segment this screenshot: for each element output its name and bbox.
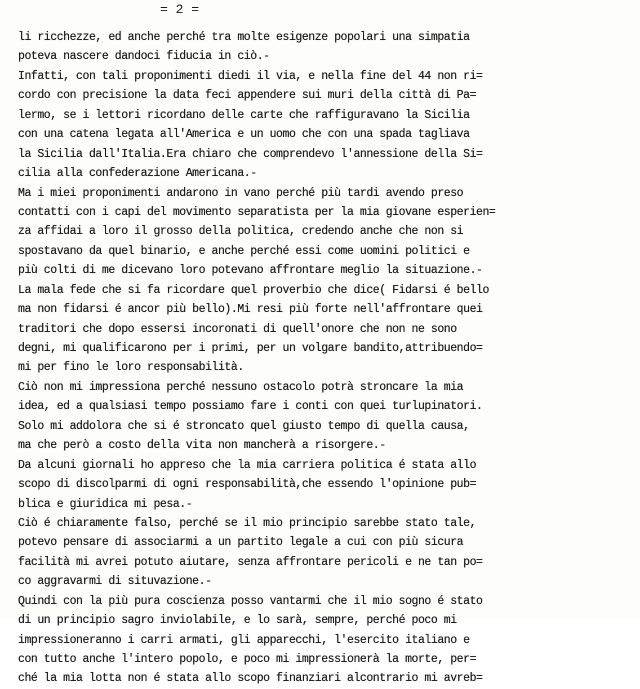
text-line-14: La mala fede che si fa ricordare quel proverbio che dice( Fidarsi é bello [18,283,489,297]
text-line-26: Ciò é chiaramente falso, perché se il mio principio sarebbe stato tale, [18,516,477,530]
text-line-24: scopo di discolparmi di ogni responsabilità,che essendo l'opinione pub= [18,478,477,492]
text-line-6: con una catena legata all'America e un uomo che con una spada tagliava [18,128,470,142]
text-line-10: contatti con i capi del movimento separatista per la mia giovane esperien= [18,205,496,219]
text-line-18: mi per fino le loro responsabilità. [18,361,244,375]
text-line-5: lermo, se i lettori ricordano delle carte che raffiguravano la Sicilia [18,108,470,122]
text-line-11: za affidai a loro il grosso della politica, credendo anche che non si [18,225,464,239]
text-line-2: poteva nascere dandoci fiducia in ciò.- [18,50,270,64]
text-line-32: impressioneranno i carri armati, gli apparecchi, l'esercito italiano e [18,633,470,647]
text-line-4: cordo con precisione la data feci appendere sui muri della città di Pa= [18,89,477,103]
text-line-12: spostavano da quel binario, e anche perché essi come uomini politici e [18,244,470,258]
text-line-16: traditori che dopo essersi incoronati di quell'onore che non ne sono [18,322,457,336]
text-line-9: Ma i miei proponimenti andarono in vano perché più tardi avendo preso [18,186,464,200]
text-line-28: facilità mi avrei potuto aiutare, senza affrontare pericoli e ne tan po= [18,555,483,569]
document-body [18,28,630,689]
text-line-23: Da alcuni giornali ho appreso che la mia carriera politica é stata allo [18,458,477,472]
text-line-30: Quindi con la più pura coscienza posso vantarmi che il mio sogno é stato [18,594,483,608]
text-line-15: ma non fidarsi é ancor più bello).Mi resi più forte nell'affrontare quei [18,303,483,317]
text-line-20: idea, ed a qualsiasi tempo possiamo fare i conti con quei turlupinatori. [18,400,483,414]
page-number: = 2 = [160,2,200,17]
text-line-13: più colti di me dicevano loro potevano affrontare meglio la situazione.- [18,264,483,278]
text-line-21: Solo mi addolora che si é stroncato quel giusto tempo di quella causa, [18,419,470,433]
text-line-34: ché la mia lotta non é stata allo scopo finanziari alcontrario mi avreb= [18,672,483,686]
text-line-8: cilia alla confederazione Americana.- [18,167,257,181]
text-line-22: ma che però a costo della vita non mancherà a risorgere.- [18,439,386,453]
text-line-19: Ciò non mi impressiona perché nessuno ostacolo potrà stroncare la mia [18,380,464,394]
text-line-3: Infatti, con tali proponimenti diedi il via, e nella fine del 44 non ri= [18,69,483,83]
text-line-27: potevo pensare di associarmi a un partito legale a cui con più sicura [18,536,464,550]
text-line-1: li ricchezze, ed anche perché tra molte esigenze popolari una simpatia [18,31,470,44]
text-line-29: co aggravarmi di situvazione.- [18,575,212,589]
text-line-17: degni, mi qualificarono per i primi, per un volgare bandito,attribuendo= [18,342,483,355]
text-line-31: di un principio sagro inviolabile, e lo sarà, sempre, perché poco mi [18,614,457,628]
text-line-33: con tutto anche l'intero popolo, e poco mi impressionerà la morte, per= [18,653,477,666]
text-line-25: blica e giuridica mi pesa.- [18,497,193,511]
text-line-7: la Sicilia dall'Italia.Era chiaro che comprendevo l'annessione della Si= [18,147,483,161]
